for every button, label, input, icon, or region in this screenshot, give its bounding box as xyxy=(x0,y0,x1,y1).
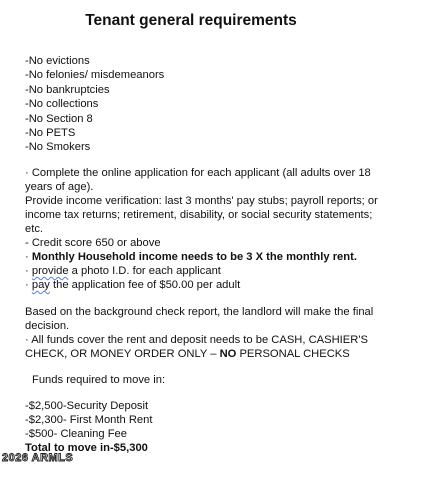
move-in-item: -$2,300- First Month Rent xyxy=(25,414,153,426)
watermark: 2026 ARMLS xyxy=(2,452,74,464)
application-fee-line xyxy=(25,278,240,292)
restriction-item: -No Section 8 xyxy=(25,112,93,125)
bullet: · xyxy=(25,265,32,277)
credit-line: - Credit score 650 or above xyxy=(25,237,161,249)
income-line: Provide income verification: last 3 months' pay stubs; payroll reports; or xyxy=(25,195,378,207)
income-line: etc. xyxy=(25,223,44,235)
restriction-item: -No felonies/ misdemeanors xyxy=(25,69,165,82)
restriction-item: -No bankruptcies xyxy=(25,83,110,96)
photo-id-line xyxy=(25,264,221,278)
funds-line: · All funds cover the rent and deposit needs to be CASH, CASHIER'S xyxy=(25,334,368,346)
funds-text: CHECK, OR MONEY ORDER ONLY – xyxy=(25,348,220,360)
no-emphasis: NO xyxy=(219,348,237,360)
move-in-total: Total to move in-$5,300 xyxy=(25,442,148,454)
funds-line xyxy=(25,347,350,361)
application-fee-text: the application fee of $50.00 per adult xyxy=(49,279,241,291)
bullet: · xyxy=(25,251,32,263)
move-in-heading: Funds required to move in: xyxy=(32,374,166,386)
provide-word: provide xyxy=(31,265,69,277)
pay-word: pay xyxy=(31,279,50,291)
bullet: · xyxy=(25,279,32,291)
background-line: decision. xyxy=(25,320,70,332)
monthly-income-line xyxy=(25,250,357,264)
restriction-item: -No Smokers xyxy=(25,141,91,154)
document-title: Tenant general requirements xyxy=(85,12,297,29)
application-line: years of age). xyxy=(25,181,94,193)
move-in-item: -$500- Cleaning Fee xyxy=(25,428,127,440)
restrictions-list xyxy=(25,54,164,155)
funds-text: PERSONAL CHECKS xyxy=(236,348,350,360)
photo-id-text: a photo I.D. for each applicant xyxy=(68,265,221,277)
application-line: · Complete the online application for each applicant (all adults over 18 xyxy=(25,167,371,179)
income-line: income tax returns; retirement, disability, or social security statements; xyxy=(25,209,373,221)
restriction-item: -No PETS xyxy=(25,126,76,139)
monthly-income-text: Monthly Household income needs to be 3 X the monthly rent. xyxy=(31,251,357,263)
background-line: Based on the background check report, the landlord will make the final xyxy=(25,306,374,318)
restriction-item: -No collections xyxy=(25,98,99,111)
restriction-item: -No evictions xyxy=(25,55,90,67)
move-in-item: -$2,500-Security Deposit xyxy=(25,400,149,412)
